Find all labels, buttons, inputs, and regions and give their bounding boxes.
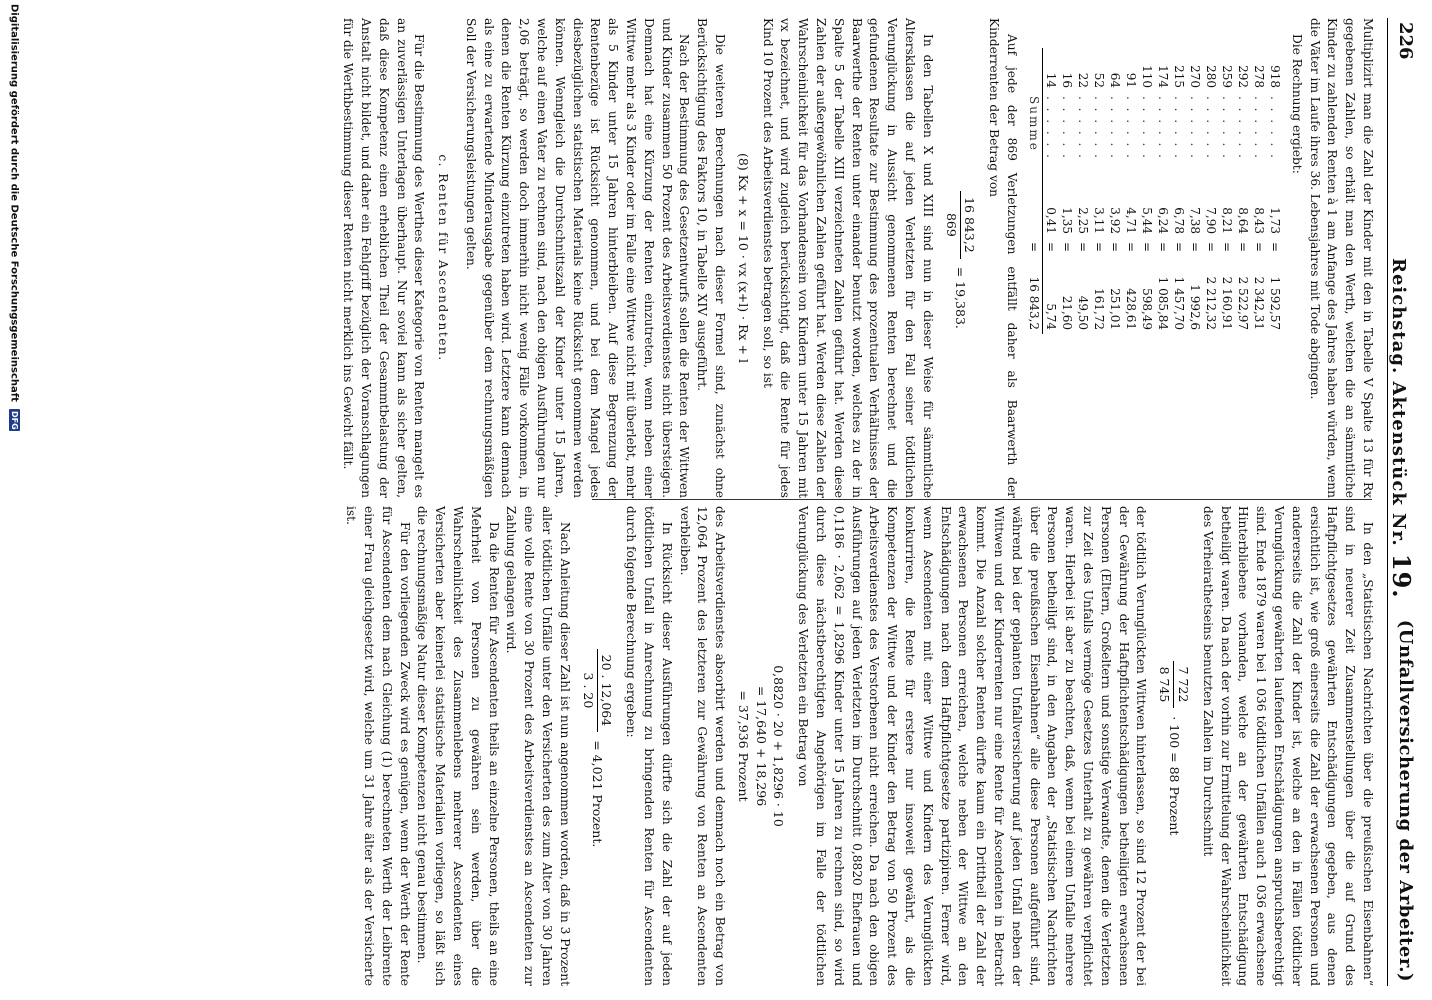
paragraph: des Arbeitsverdienstes absorbirt werden und demnach noch ein Betrag von 12,064 Prozent des letzteren zur Gewährung von Renten an Ascendenten verbleiben. <box>677 506 728 986</box>
leader-dots: . . . . . . <box>1172 96 1187 160</box>
formula-ascendant-rate <box>579 506 616 986</box>
product-value: 49,50 <box>1076 295 1091 331</box>
children-count: 22 <box>1076 72 1091 88</box>
calculation-row <box>1203 48 1219 334</box>
calculation-row <box>1171 48 1187 334</box>
annuity-factor: 0,41 <box>1044 207 1059 234</box>
leader-dots: . . . . . . <box>1140 96 1155 160</box>
fraction <box>579 649 616 733</box>
column-divider <box>592 499 1372 500</box>
paragraph: Die Rechnung ergiebt: <box>1289 34 1304 174</box>
header-title <box>1387 258 1416 599</box>
annuity-factor: 7,90 <box>1204 207 1219 234</box>
annuity-factor: 2,25 <box>1076 207 1091 234</box>
calculation-row <box>1267 48 1283 334</box>
equals-sign: = <box>1172 242 1187 253</box>
equals-sign: = <box>1060 242 1075 253</box>
calculation-row <box>1043 48 1060 334</box>
calculation-row <box>1155 48 1171 334</box>
header-subject: (Unfallversicherung der Arbeiter.) <box>1395 619 1416 982</box>
annuity-factor: 6,78 <box>1172 207 1187 234</box>
fraction-numerator: 16 843,2 <box>960 191 979 259</box>
equals-sign: = <box>1140 242 1155 253</box>
annuity-factor: 8,43 <box>1252 207 1267 234</box>
calculation-sum-row: Summe = 16 843,2 <box>1026 48 1043 334</box>
leader-dots: . . . . . . <box>1124 96 1139 160</box>
leader-dots: . . . . . . <box>1220 96 1235 160</box>
leader-dots: . . . . . . <box>1076 96 1091 160</box>
children-count: 14 <box>1044 72 1059 88</box>
children-count: 110 <box>1140 65 1155 88</box>
fraction <box>1155 661 1192 709</box>
paragraph: der tödtlich Verunglückten Wittwen hinterlassen, so sind 12 Prozent der bei der Gewährung der Haftpflichtentschädigungen betheiligten erwachsenen Personen (Eltern, Großeltern und sonstige Verwandte, denen die Verletzten zur Zeit des Unfalls vermöge Gesetzes Unterhalt zu gewähren verpflichtet waren. Hierbei ist aber zu beachten, daß, wenn bei einem Unfalle mehrere Personen betheiligt sind, in den Angaben der „Statistischen Nachrichten über die preußischen Eisenbahnen“ alle diese Personen aufgeführt sind, während bei der geplanten Unfallversicherung auf jeden Unfall neben der Wittwen und der Kinderrenten nur eine Rente für Ascendenten in Betracht kommt. Die Anzahl solcher Renten dürfte kaum ein Drittheil der Zahl der erwachsenen Personen erreichen, welche neben der Wittwe an den Entschädigungen nach dem Haftpflichtgesetze partizipiren. Ferner wird, wenn Ascendenten mit einer Wittwe und Kindern des Verunglückten konkurriren, die Rente für erstere nur insoweit gewährt, als die Kompetenzen der Wittwe und der Kinder den Betrag von 50 Prozent des Arbeitsverdienstes des Verstorbenen nicht erreichen. Da nach den obigen Ausführungen auf jeden Verletzten im Durchschnitt 0,8820 Ehefrauen und 0,1186 · 2,062 = 1,8296 Kinder unter 15 Jahren zu rechnen sind, so wird durch diese nächstberechtigten Angehörigen im Falle der tödtlichen Verunglückung des Verletzten ein Betrag von <box>796 506 1149 986</box>
formula-result: = 19,383. <box>953 266 969 329</box>
product-value: 598,49 <box>1140 288 1155 331</box>
paragraph: Auf jede der 869 Verletzungen entfällt daher als Baarwerth der Kinderrenten der Betrag von <box>987 18 1020 498</box>
children-count: 174 <box>1156 65 1171 88</box>
children-count: 918 <box>1268 65 1283 88</box>
paragraph: Da die Renten für Ascendenten theils an einzelne Personen, theils an eine Mehrheit von Personen zu gewähren sein werden, über die Wahrscheinlichkeit des Zusammenlebens mehrerer Ascendenten eines Versicherten aber keinerlei statistische Materialien vorliegen, so läßt sich die rechnungsmäßige Natur dieser Kompetenzen nicht genau bestimmen. <box>415 506 501 986</box>
formula-8: (8) Kx + x = 10 · vx (x+l) · Rx + l <box>735 153 751 363</box>
product-value: 1 457,70 <box>1172 276 1187 331</box>
leader-dots: . . . . . . <box>1156 96 1171 160</box>
equals-sign: = <box>1108 242 1123 253</box>
leader-dots: . . . . . . <box>1108 96 1123 160</box>
calculation-row <box>1219 48 1235 334</box>
product-value: 5,74 <box>1044 303 1059 331</box>
leader-dots: . . . . . . <box>1044 96 1059 160</box>
equals-sign: = <box>1204 242 1219 253</box>
children-count: 280 <box>1204 65 1219 88</box>
digitization-credit <box>4 4 20 994</box>
product-value: 428,61 <box>1124 288 1139 331</box>
annuity-factor: 4,71 <box>1124 207 1139 234</box>
product-value: 21,60 <box>1060 295 1075 331</box>
annuity-factor: 8,21 <box>1220 207 1235 234</box>
leader-dots: . . . . . . <box>1188 96 1203 160</box>
left-column <box>338 18 1376 498</box>
paragraph: Für den vorliegenden Zweck wird es genügen, wenn der Werth der Rente für Ascendenten dem nach Gleichung (1) berechneten Werth der Leibrente einer Frau gleichgesetzt wird, welche um 31 Jahre älter als der Versicherte ist. <box>344 506 412 986</box>
calculation-table <box>1026 48 1283 334</box>
equals-sign: = <box>1076 242 1091 253</box>
formula-result: · 100 = 88 Prozent <box>1167 716 1183 836</box>
product-value: 1 085,84 <box>1156 276 1171 331</box>
formula-line: = 37,936 Prozent <box>735 690 751 802</box>
formula-result: = 4,021 Prozent. <box>590 740 606 848</box>
formula-line: 0,8820 · 20 + 1,8296 · 10 <box>771 665 787 827</box>
equals-sign: = <box>1156 242 1171 253</box>
formula-widow-percentage <box>1155 506 1192 986</box>
header-title-text: Reichstag. Aktenstück Nr. <box>1388 258 1409 547</box>
calculation-row <box>1123 48 1139 334</box>
equals-sign: = <box>1124 242 1139 253</box>
annuity-factor: 1,73 <box>1268 207 1283 234</box>
children-count: 215 <box>1172 65 1187 88</box>
right-column <box>341 506 1376 986</box>
equals-sign: = <box>1252 242 1267 253</box>
paragraph: Nach der Bestimmung des Gesetzentwurfs sollen die Renten der Wittwen und Kinder zusammen 50 Prozent des Arbeitsverdienstes nicht übersteigen. Demnach hat eine Kürzung der Renten einzutreten, wenn neben einer Wittwe mehr als 3 Kinder oder im Falle eine Wittwe nicht mit überlebt, mehr als 5 Kinder unter 15 Jahren hinterbleiben. Auf diese Begrenzung der Rentenbezüge ist Rücksicht genommen, und bei dem Mangel jedes diesbezüglichen statistischen Materials keine Rücksicht genommen werden können. Wenngleich die Durchschnittszahl der Kinder unter 15 Jahren, welche auf einen Vater zu rechnen sind, nach den obigen Ausführungen nur 2,06 beträgt, so werden doch immerhin nicht wenig Fälle vorkommen, in denen die Renten Kürzung einzutreten haben wird. Letztere kann demnach als eine zu erwartende Minderausgabe gegenüber dem rechnungsmäßigen Soll der Versicherungsleistungen gelten. <box>463 18 692 498</box>
paragraph: Für die Bestimmung des Werthes dieser Kategorie von Renten mangelt es an zuverlässigen Unterlagen überhaupt. Nur soviel kann als sicher gelten, daß diese Kompetenz einen erheblichen Theil der Gesammtbelastung der Anstalt nicht bildet, und daher ein Fehlgriff bezüglich der Voranschlagungen für die Werthbestimmung dieser Renten nicht merklich ins Gewicht fällt. <box>341 18 427 498</box>
children-count: 270 <box>1188 65 1203 88</box>
page-header <box>1387 18 1418 986</box>
paragraph: In den Tabellen X und XIII sind nun in dieser Weise für sämmtliche Altersklassen die auf jeden Verletzten für den Fall seiner tödtlichen Verunglückung in Aussicht genommenen Renten berechnet und die gefundenen Resultate zur Bestimmung des prozentualen Verhältnisses der Baarwerthe der Renten unter einander benutzt worden, welches zu der in Spalte 5 der Tabelle XIII verzeichneten Zahlen geführt hat. Werden diese Zahlen der außergewöhnlichen Zahlen geführt hat. Werden diese Zahlen der Wahrscheinlichkeit für das Vorhandensein von Kindern unter 15 Jahren mit vx bezeichnet, und wird zugleich berücksichtigt, daß die Rente für jedes Kind 10 Prozent des Arbeitsverdienstes betragen soll, so ist <box>760 18 935 498</box>
sum-label: Summe <box>1026 92 1043 190</box>
children-count: 91 <box>1124 72 1139 88</box>
calculation-row <box>1059 48 1075 334</box>
sum-value: 16 843,2 <box>1026 256 1043 334</box>
product-value: 1 592,57 <box>1268 276 1283 331</box>
product-value: 2 160,91 <box>1220 276 1235 331</box>
fraction-numerator: 7 722 <box>1173 661 1192 709</box>
annuity-factor: 6,24 <box>1156 207 1171 234</box>
equals-sign: = <box>1044 242 1059 253</box>
section-heading: c. Renten für Ascendenten. <box>436 154 451 362</box>
formula-line: = 17,640 + 18,296 <box>753 685 769 807</box>
product-value: 161,72 <box>1092 288 1107 331</box>
equals-sign: = <box>1092 242 1107 253</box>
children-count: 52 <box>1092 72 1107 88</box>
header-document-number: 19. <box>1387 553 1416 599</box>
fraction-numerator: 20 . 12,064 <box>597 649 616 733</box>
paragraph: Nach Anleitung dieser Zahl ist nun angenommen worden, daß in 3 Prozent aller tödtlichen Unfälle unter den Versicherten des zum Alter von 30 Jahren eine volle Rente von 30 Prozent des Arbeitsverdienstes an Ascendenten zur Zahlung gelangen wird. <box>504 506 572 986</box>
equals-sign: = <box>1220 242 1235 253</box>
annuity-factor: 3,11 <box>1092 207 1107 234</box>
calculation-row <box>1107 48 1123 334</box>
fraction-denominator: 3 . 20 <box>580 672 596 709</box>
paragraph: In Rücksicht dieser Ausführungen dürfte sich die Zahl der auf jeden tödtlichen Unfall in Anrechnung zu bringenden Renten für Ascendenten durch folgende Berechnung ergeben: <box>624 506 674 986</box>
dfg-logo: DFG <box>10 411 19 430</box>
product-value: 1 992,6 <box>1188 284 1203 331</box>
equals-sign: = <box>1236 242 1251 253</box>
formula-child-rent-value <box>942 18 979 498</box>
leader-dots: . . . . . . <box>1252 96 1267 160</box>
children-count: 259 <box>1220 65 1235 88</box>
calculation-row <box>1091 48 1107 334</box>
children-count: 64 <box>1108 72 1123 88</box>
calculation-row <box>1251 48 1267 334</box>
paragraph: Die weiteren Berechnungen nach dieser Formel sind, zunächst ohne Berücksichtigung des Faktors 10, in Tabelle XIV ausgeführt. <box>695 18 728 498</box>
product-value: 2 522,97 <box>1236 276 1251 331</box>
calculation-row <box>1235 48 1251 334</box>
leader-dots: . . . . . . <box>1204 96 1219 160</box>
paragraph: Multiplizirt man die Zahl der Kinder mit den in Tabelle V Spalte 13 für Rx gegebenen Zahlen, so erhält man den Werth, welchen die an sämmtliche Kinder zu zahlenden Renten à 1 am Anfange des Jahres haben würden, wenn die Väter im Laufe ihres 36. Lebensjahres mit Tode abgingen. <box>1307 18 1375 498</box>
fraction <box>942 191 979 259</box>
digitization-credit-text: Digitalisierung gefördert durch die Deutsche Forschungsgemeinschaft <box>8 4 20 402</box>
equals-sign: = <box>1268 242 1283 253</box>
leader-dots: . . . . . . <box>1268 96 1283 160</box>
children-count: 16 <box>1060 72 1075 88</box>
leader-dots: . . . . . . <box>1236 96 1251 160</box>
children-count: 292 <box>1236 65 1251 88</box>
equals-sign: = <box>1188 242 1203 253</box>
fraction-denominator: 8 745 <box>1157 666 1173 703</box>
formula-absorbed-amount <box>734 506 787 986</box>
annuity-factor: 7,38 <box>1188 207 1203 234</box>
calculation-row <box>1075 48 1091 334</box>
annuity-factor: 5,44 <box>1140 207 1155 234</box>
paragraph: In den „Statistischen Nachrichten über die preußischen Eisenbahnen“ sind in neuerer Zeit Zusammenstellungen über die auf Grund des Haftpflichtgesetzes gewährten Entschädigungen gegeben, aus denen ersichtlich ist, wie groß einerseits die Zahl der erwachsenen Personen und andererseits die Zahl der Kinder ist, welche an den in Fällen tödtlicher Verunglückung gewährten laufenden Entschädigungen anspruchsberechtigt sind. Ende 1879 waren bei 1 036 tödtlichen Unfällen auch 1 036 erwachsene Hinterbliebene vorhanden, welche an der gewährten Entschädigung betheiligt waren. Da nach der vorhin zur Ermittelung der Wahrscheinlichkeit des Verheirathetseins benutzten Zahlen im Durchschnitt <box>1200 506 1375 986</box>
page-number: 226 <box>1395 22 1416 60</box>
fraction-denominator: 869 <box>943 212 959 237</box>
calculation-row <box>1187 48 1203 334</box>
annuity-factor: 1,35 <box>1060 207 1075 234</box>
product-value: 2 212,32 <box>1204 276 1219 331</box>
leader-dots: . . . . . . <box>1060 96 1075 160</box>
annuity-factor: 3,92 <box>1108 207 1123 234</box>
children-count: 278 <box>1252 65 1267 88</box>
calculation-row <box>1139 48 1155 334</box>
annuity-factor: 8,64 <box>1236 207 1251 234</box>
product-value: 2 342,31 <box>1252 276 1267 331</box>
leader-dots: . . . . . . <box>1092 96 1107 160</box>
product-value: 251,01 <box>1108 288 1123 331</box>
